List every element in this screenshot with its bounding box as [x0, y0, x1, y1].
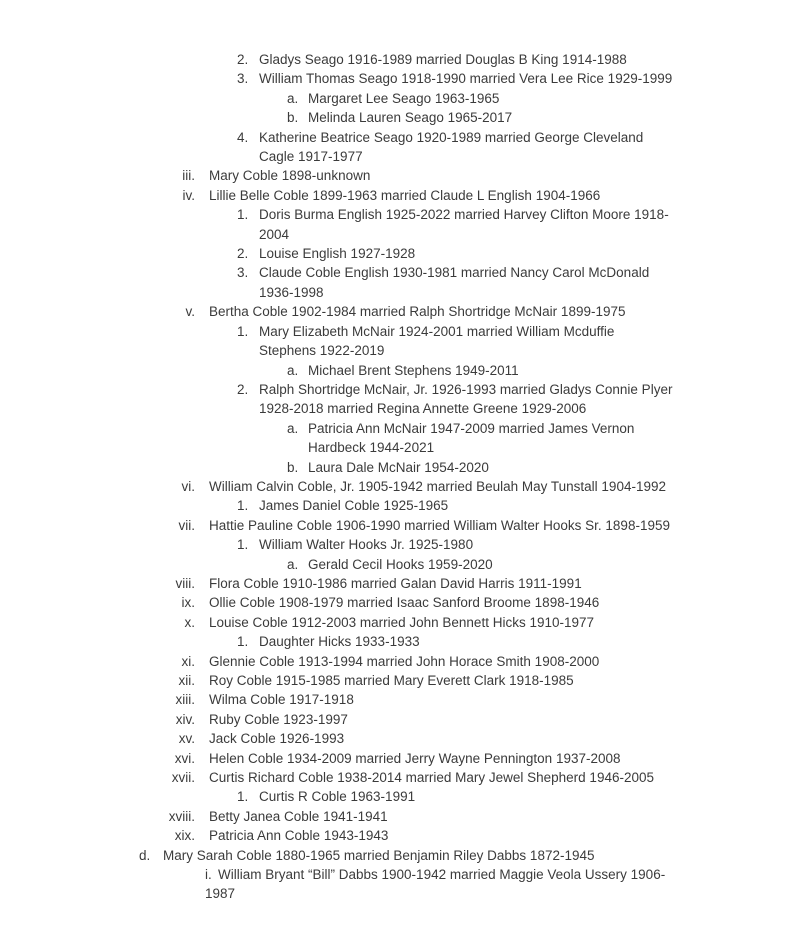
list-marker: iii. — [182, 168, 195, 184]
list-marker: xix. — [174, 828, 195, 844]
list-marker: 2. — [237, 381, 249, 397]
list-marker: viii. — [175, 575, 195, 591]
list-marker: xvi. — [174, 750, 195, 766]
list-item — [0, 535, 785, 554]
list-item-text: Gerald Cecil Hooks 1959-2020 — [308, 556, 493, 572]
list-marker: 3. — [237, 265, 249, 281]
list-item — [0, 244, 785, 263]
list-marker: xviii. — [168, 808, 195, 824]
list-marker: x. — [184, 614, 195, 630]
list-item-text: James Daniel Coble 1925-1965 — [259, 498, 449, 514]
list-item — [0, 671, 785, 690]
list-item-text: Curtis R Coble 1963-1991 — [259, 789, 416, 805]
list-marker: a. — [287, 90, 299, 106]
list-marker: xiv. — [175, 711, 195, 727]
list-marker: 2. — [237, 246, 249, 262]
list-item — [0, 89, 785, 108]
list-item-text: Ruby Coble 1923-1997 — [209, 711, 348, 727]
list-item-text: Roy Coble 1915-1985 married Mary Everett Clark 1918-1985 — [209, 673, 574, 688]
list-item — [0, 205, 785, 244]
list-marker: 1. — [237, 323, 249, 339]
list-item — [0, 807, 785, 826]
list-item-text: William Walter Hooks Jr. 1925-1980 — [259, 537, 474, 553]
list-item — [0, 108, 785, 127]
list-item — [0, 729, 785, 748]
list-item-text: Ollie Coble 1908-1979 married Isaac Sanford Broome 1898-1946 — [209, 595, 600, 611]
list-marker: i. — [205, 867, 212, 883]
list-marker: xiii. — [175, 692, 195, 708]
list-item — [0, 613, 785, 632]
list-item — [0, 186, 785, 205]
list-item — [0, 865, 785, 904]
list-marker: b. — [287, 459, 299, 475]
list-marker: 3. — [237, 71, 249, 87]
list-marker: v. — [185, 304, 195, 320]
list-item — [0, 166, 785, 185]
list-item-text: Mary Coble 1898-unknown — [209, 168, 371, 184]
list-item — [0, 380, 785, 419]
list-item — [0, 419, 785, 458]
list-item-text: Mary Elizabeth McNair 1924-2001 married William Mcduffie Stephens 1922-2019 — [259, 323, 615, 359]
list-marker: 1. — [237, 537, 249, 553]
list-item — [0, 710, 785, 729]
list-item — [0, 652, 785, 671]
list-item-text: Ralph Shortridge McNair, Jr. 1926-1993 married Gladys Connie Plyer 1928-2018 married Regina Annette Greene 1929-2006 — [259, 381, 673, 417]
list-item — [0, 768, 785, 787]
list-item-text: Patricia Ann McNair 1947-2009 married James Vernon Hardbeck 1944-2021 — [308, 420, 635, 456]
list-marker: vii. — [178, 517, 195, 533]
list-item — [0, 632, 785, 651]
list-item-text: Melinda Lauren Seago 1965-2017 — [308, 110, 513, 126]
list-marker: iv. — [182, 187, 195, 203]
list-item-text: Flora Coble 1910-1986 married Galan David Harris 1911-1991 — [209, 575, 582, 591]
list-item — [0, 555, 785, 574]
list-item — [0, 846, 785, 865]
list-item — [0, 574, 785, 593]
list-item-text: Helen Coble 1934-2009 married Jerry Wayne Pennington 1937-2008 — [209, 750, 621, 766]
list-marker: b. — [287, 110, 299, 126]
list-marker: xv. — [178, 731, 195, 747]
list-item-text: William Calvin Coble, Jr. 1905-1942 married Beulah May Tunstall 1904-1992 — [209, 478, 666, 494]
list-marker: 1. — [237, 498, 249, 514]
list-item-text: Hattie Pauline Coble 1906-1990 married William Walter Hooks Sr. 1898-1959 — [209, 517, 670, 533]
list-item — [0, 516, 785, 535]
list-item-text: Bertha Coble 1902-1984 married Ralph Shortridge McNair 1899-1975 — [209, 304, 626, 320]
list-marker: 2. — [237, 52, 249, 67]
list-item-text: William Thomas Seago 1918-1990 married Vera Lee Rice 1929-1999 — [259, 71, 673, 87]
list-item-text: Betty Janea Coble 1941-1941 — [209, 808, 388, 824]
genealogy-list — [0, 50, 785, 904]
list-item — [0, 787, 785, 806]
list-item-text: Margaret Lee Seago 1963-1965 — [308, 90, 500, 106]
list-item-text: Claude Coble English 1930-1981 married Nancy Carol McDonald 1936-1998 — [259, 265, 650, 300]
list-item-text: Louise Coble 1912-2003 married John Bennett Hicks 1910-1977 — [209, 614, 595, 630]
list-item-text: Gladys Seago 1916-1989 married Douglas B King 1914-1988 — [259, 52, 627, 67]
list-item-text: i. William Bryant “Bill” Dabbs 1900-1942 married Maggie Veola Ussery 1906- 1987 — [205, 867, 666, 902]
list-marker: 1. — [237, 789, 249, 805]
list-item-text: Laura Dale McNair 1954-2020 — [308, 459, 489, 475]
list-item — [0, 69, 785, 88]
list-marker: 1. — [237, 634, 249, 650]
list-marker: a. — [287, 556, 299, 572]
list-item-text: Katherine Beatrice Seago 1920-1989 married George Cleveland Cagle 1917-1977 — [259, 129, 644, 165]
list-item — [0, 361, 785, 380]
list-item — [0, 477, 785, 496]
list-item-text: Patricia Ann Coble 1943-1943 — [209, 828, 389, 844]
list-item-text: Jack Coble 1926-1993 — [209, 731, 345, 747]
list-marker: a. — [287, 420, 299, 436]
list-item — [0, 263, 785, 302]
list-item — [0, 496, 785, 515]
list-marker: xi. — [181, 653, 195, 669]
list-item-text: Curtis Richard Coble 1938-2014 married Mary Jewel Shepherd 1946-2005 — [209, 770, 654, 786]
list-marker: xvii. — [171, 770, 195, 786]
list-marker: xii. — [178, 673, 195, 688]
list-item — [0, 826, 785, 845]
list-item — [0, 458, 785, 477]
list-marker: 1. — [237, 207, 249, 223]
list-item-text: Michael Brent Stephens 1949-2011 — [308, 362, 519, 378]
list-marker: ix. — [181, 595, 195, 611]
list-item-text: Doris Burma English 1925-2022 married Harvey Clifton Moore 1918- 2004 — [259, 207, 669, 242]
list-marker: d. — [139, 847, 151, 863]
list-marker: vi. — [181, 478, 195, 494]
list-item-text: Wilma Coble 1917-1918 — [209, 692, 354, 708]
list-item-text: Glennie Coble 1913-1994 married John Horace Smith 1908-2000 — [209, 653, 600, 669]
list-item — [0, 749, 785, 768]
list-item-text: Daughter Hicks 1933-1933 — [259, 634, 420, 650]
list-item-text: Louise English 1927-1928 — [259, 246, 416, 262]
list-item — [0, 50, 785, 69]
list-item — [0, 690, 785, 709]
list-item — [0, 302, 785, 321]
list-item — [0, 593, 785, 612]
list-item-text: Mary Sarah Coble 1880-1965 married Benjamin Riley Dabbs 1872-1945 — [163, 847, 595, 863]
list-item — [0, 322, 785, 361]
list-item-text: Lillie Belle Coble 1899-1963 married Claude L English 1904-1966 — [209, 187, 601, 203]
list-marker: 4. — [237, 129, 249, 145]
list-item — [0, 128, 785, 167]
list-marker: a. — [287, 362, 299, 378]
